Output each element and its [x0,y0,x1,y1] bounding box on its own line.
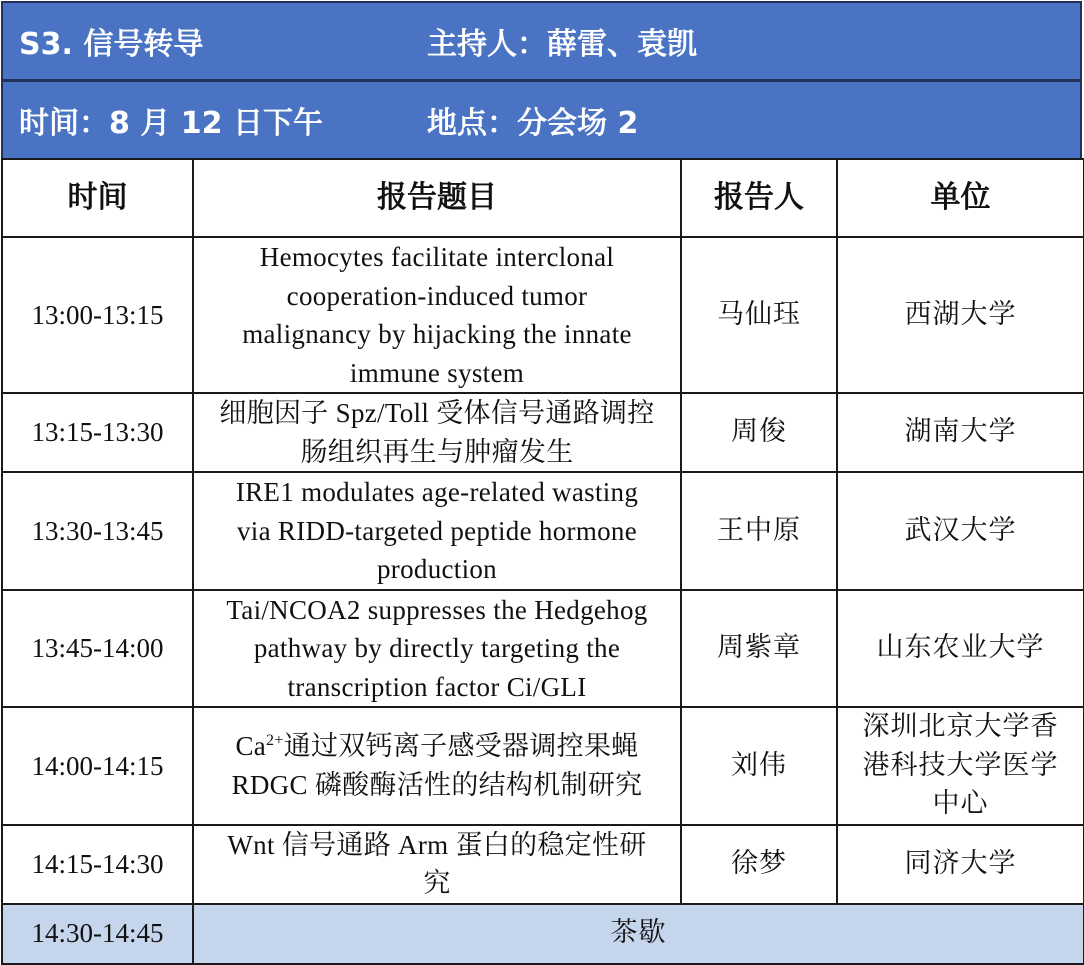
session-title: S3. 信号转导 [19,27,204,62]
column-header-unit: 单位 [837,159,1084,237]
talk-unit: 武汉大学 [837,472,1084,590]
column-header-speaker: 报告人 [681,159,837,237]
session-hosts: 主持人：薛雷、袁凯 [427,27,697,62]
talk-time: 14:00-14:15 [2,707,193,825]
session-title-bar [1,1,1082,81]
talk-unit: 湖南大学 [837,393,1084,472]
talk-speaker: 马仙珏 [681,237,837,393]
session-info-bar [1,80,1082,160]
session-time: 时间：8 月 12 日下午 [19,106,323,141]
talk-title: Tai/NCOA2 suppresses the Hedgehog pathway by directly targeting the transcription factor Ci/GLI [193,590,681,708]
talk-time: 13:00-13:15 [2,237,193,393]
session-location: 地点：分会场 2 [427,106,639,141]
table-row [2,472,1084,590]
talk-unit: 同济大学 [837,825,1084,904]
talk-unit: 深圳北京大学香 港科技大学医学 中心 [837,707,1084,825]
column-header-time: 时间 [2,159,193,237]
talk-title: Wnt 信号通路 Arm 蛋白的稳定性研 究 [193,825,681,904]
tea-break-row [2,904,1084,964]
column-header-title: 报告题目 [193,159,681,237]
talk-speaker: 周俊 [681,393,837,472]
talk-unit: 山东农业大学 [837,590,1084,708]
talk-title: 细胞因子 Spz/Toll 受体信号通路调控 肠组织再生与肿瘤发生 [193,393,681,472]
break-label: 茶歇 [193,904,1084,964]
talk-time: 13:45-14:00 [2,590,193,708]
break-time: 14:30-14:45 [2,904,193,964]
talk-unit: 西湖大学 [837,237,1084,393]
table-row [2,590,1084,708]
talk-time: 14:15-14:30 [2,825,193,904]
table-header-row [2,159,1084,237]
talk-title: IRE1 modulates age-related wasting via RIDD-targeted peptide hormone production [193,472,681,590]
talk-speaker: 刘伟 [681,707,837,825]
table-row [2,393,1084,472]
schedule-table [1,158,1084,965]
talk-time: 13:15-13:30 [2,393,193,472]
talk-title: $Ca^{2+}$通过双钙离子感受器调控果蝇 RDGC 磷酸酶活性的结构机制研究 [193,707,681,825]
talk-speaker: 周紫章 [681,590,837,708]
talk-speaker: 徐梦 [681,825,837,904]
talk-title: Hemocytes facilitate interclonal cooperation-induced tumor malignancy by hijacking the innate immune system [193,237,681,393]
table-row [2,237,1084,393]
table-row [2,707,1084,825]
talk-time: 13:30-13:45 [2,472,193,590]
talk-speaker: 王中原 [681,472,837,590]
table-row [2,825,1084,904]
